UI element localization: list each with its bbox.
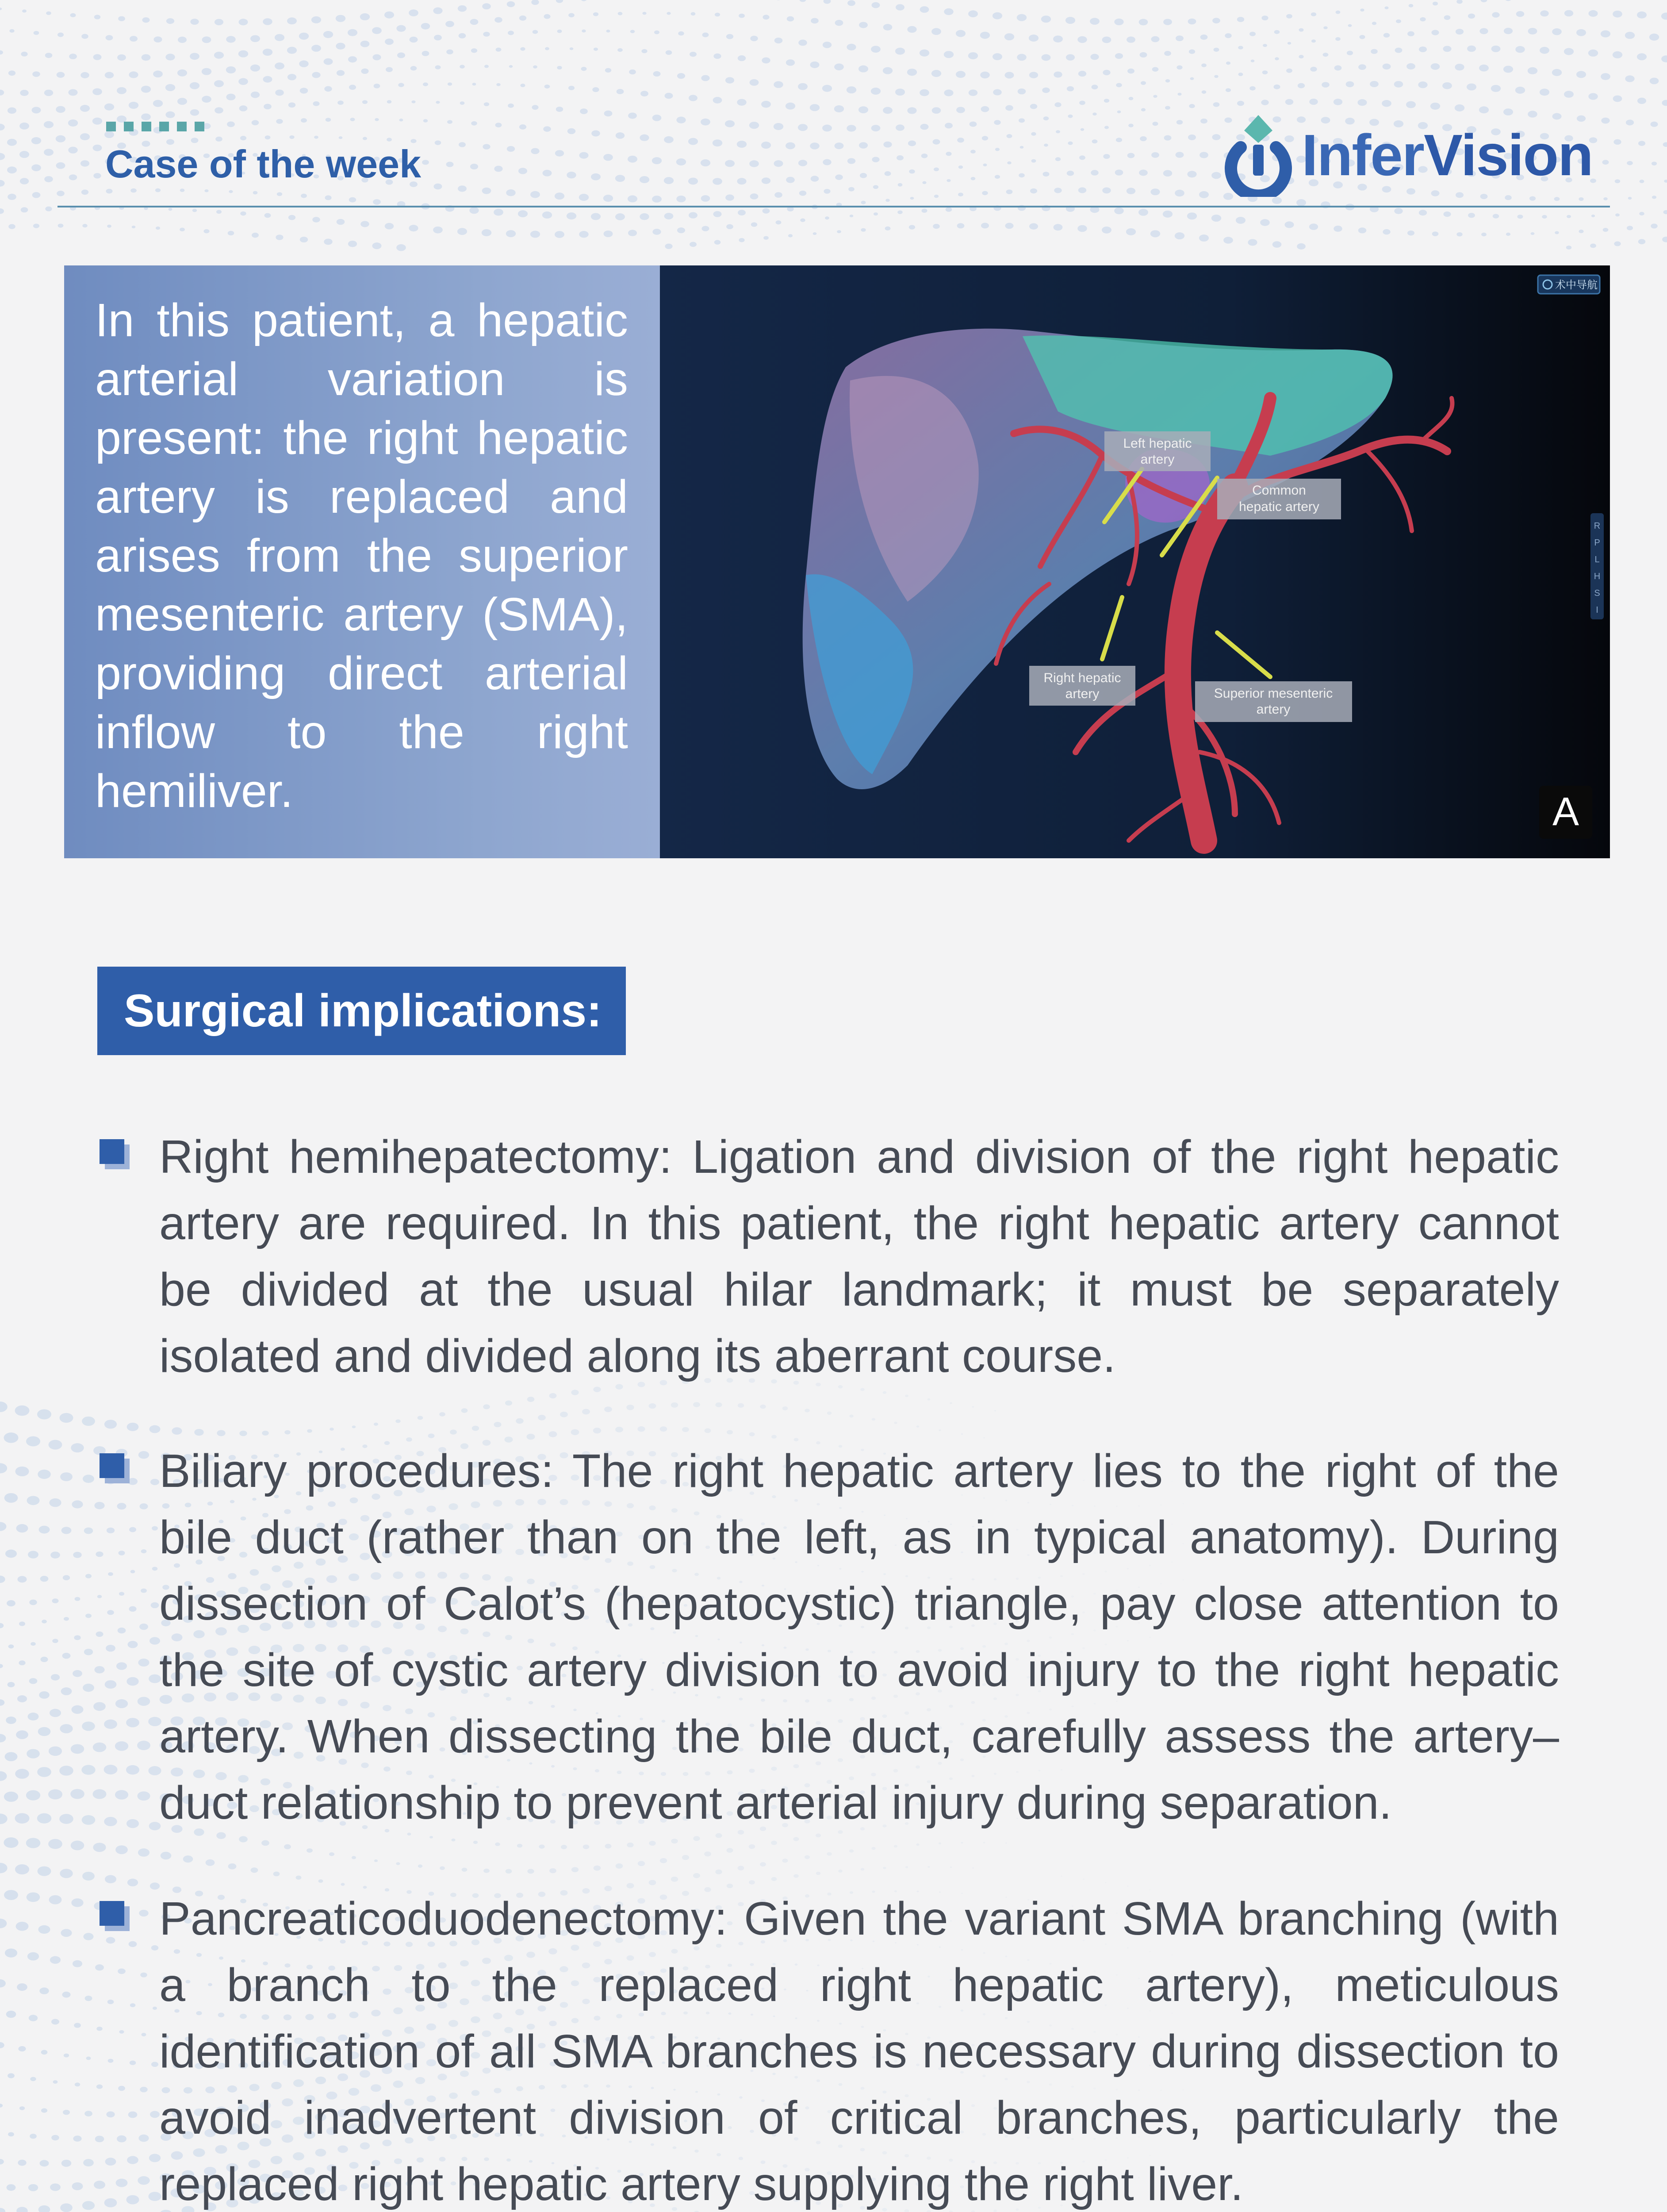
section-heading: Surgical implications: [97,967,626,1055]
svg-text:artery: artery [1140,452,1175,467]
side-toolbar-item[interactable]: H [1594,572,1601,581]
hero-description-panel [64,265,661,858]
side-toolbar-item[interactable]: P [1594,538,1600,548]
svg-text:hepatic artery: hepatic artery [1239,499,1319,514]
bullet-square-icon [100,1453,126,1480]
bullet-square-icon [100,1901,126,1928]
brand-logo [1223,113,1593,197]
list-item [100,1438,1559,1836]
label-common-hepatic-artery: Common [1252,483,1306,498]
page-title: Case of the week [105,142,422,186]
side-toolbar-item[interactable]: I [1596,605,1598,615]
header-decoration [106,122,204,131]
header-divider [57,206,1610,207]
liver-3d-rendering [660,265,1610,858]
orientation-marker: A [1552,790,1579,834]
bullet-text: Right hemihepatectomy: Ligation and division of the right hepatic artery are required. In this patient, the right hepatic artery cannot be divided at the usual hilar landmark; it must be separately isolated and divided along its aberrant course. [159,1131,1559,1382]
side-toolbar-item[interactable]: S [1594,588,1600,598]
infervision-logo-icon [1223,113,1294,197]
bullet-text: Pancreaticoduodenectomy: Given the variant SMA branching (with a branch to the replaced right hepatic artery), meticulous identification of all SMA branches is necessary during dissection to avoid inadvertent division of critical branches, particularly the replaced right hepatic artery supplying the right liver. [159,1893,1559,2210]
bullet-square-icon [100,1139,126,1166]
brand-name: InferVision [1302,122,1593,188]
bullet-text: Biliary procedures: The right hepatic artery lies to the right of the bile duct (rather than on the left, as in typical anatomy). During dissection of Calot’s (hepatocystic) triangle, pay close attention to the site of cystic artery division to avoid injury to the right hepatic artery. When dissecting the bile duct, carefully assess the artery–duct relationship to prevent arterial injury during separation. [159,1445,1559,1829]
label-left-hepatic-artery: Left hepatic [1123,436,1192,451]
list-item [100,1886,1559,2212]
list-item [100,1124,1559,1389]
side-toolbar-item[interactable]: L [1594,555,1600,565]
svg-text:artery: artery [1065,687,1100,701]
side-toolbar-item[interactable]: R [1594,521,1601,531]
svg-text:artery: artery [1256,702,1291,717]
label-superior-mesenteric-artery: Superior mesenteric [1214,686,1333,701]
navigation-badge: 术中导航 [1555,279,1598,291]
hero-description: In this patient, a hepatic arterial variation is present: the right hepatic artery is replaced and arises from the superior mesenteric artery (SMA), providing direct arterial inflow to the right hemiliver. [95,294,628,817]
label-right-hepatic-artery: Right hepatic [1043,671,1121,685]
